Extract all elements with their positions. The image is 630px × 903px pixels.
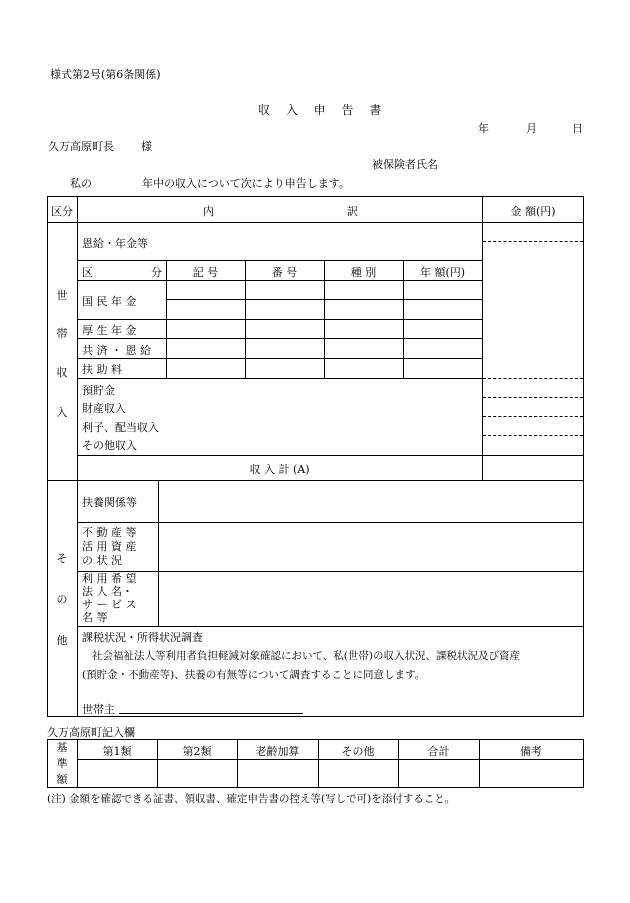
date-year: 年: [478, 122, 489, 135]
page-title: 収 入 申 告 書: [258, 103, 388, 117]
household-label-1: 世: [56, 289, 68, 302]
fudosan-label: 不 動 産 等 活 用 資 産 の 状 況: [82, 526, 137, 567]
date-month: 月: [526, 122, 537, 135]
pension-kokumin: 国 民 年 金: [82, 295, 137, 308]
pension-kyosai: 共 済 ・ 恩 給: [82, 344, 151, 357]
fuyo-label: 扶養関係等: [82, 496, 137, 509]
col-other: その他: [341, 745, 375, 758]
col-class1: 第1類: [102, 745, 132, 758]
income-interest: 利子、配当収入: [82, 421, 159, 434]
household-head-label: 世帯主: [82, 703, 115, 716]
basis-label-1: 基: [56, 741, 68, 754]
col-remarks: 備考: [520, 745, 542, 758]
consent-line-1: 社会福祉法人等利用者負担軽減対象確認において、私(世帯)の収入状況、課税状況及び資産: [92, 650, 520, 662]
riyo-label: 利 用 希 望 法 人 名・ サ ー ビ ス 名 等: [82, 572, 137, 624]
income-total-label: 収 入 計 (A): [249, 463, 310, 476]
subheader-kubun-right: 分: [151, 266, 162, 279]
income-other: その他収入: [82, 439, 137, 452]
date-day: 日: [572, 122, 583, 135]
subheader-bango: 番 号: [271, 266, 298, 279]
form-number: 様式第2号(第6条関係): [50, 68, 161, 81]
col-total: 合計: [427, 745, 450, 758]
addressee: 久万高原町長: [48, 140, 114, 153]
header-kubun: 区分: [51, 205, 73, 218]
subheader-kigo: 記 号: [192, 266, 219, 279]
intro-prefix: 私の: [70, 177, 92, 190]
subheader-shubetsu: 種 別: [350, 266, 377, 279]
basis-label-2: 準: [56, 757, 68, 770]
header-uchi: 内: [203, 205, 214, 218]
pension-kosei: 厚 生 年 金: [82, 324, 137, 337]
household-label-4: 入: [56, 406, 68, 419]
basis-label-3: 額: [56, 773, 68, 786]
subheader-nengaku: 年 額(円): [419, 266, 466, 279]
subheader-kubun-left: 区: [82, 266, 93, 279]
footnote: (注) 金額を確認できる証書、領収書、確定申告書の控え等(写しで可)を添付すること。: [47, 793, 456, 805]
others-label-1: そ: [56, 552, 68, 565]
household-label-3: 収: [56, 366, 68, 379]
pension-row-label: 恩給・年金等: [82, 237, 148, 250]
insured-name-label: 被保険者氏名: [372, 158, 438, 171]
income-property: 財産収入: [82, 402, 126, 415]
col-class2: 第2類: [182, 745, 212, 758]
intro-text: 年中の収入について次により申告します。: [142, 177, 350, 190]
addressee-honorific: 様: [141, 140, 152, 153]
consent-line-2: (預貯金・不動産等)、扶養の有無等について調査することに同意します。: [82, 669, 426, 681]
header-amount: 金 額(円): [510, 205, 556, 218]
col-elderly: 老齢加算: [255, 745, 300, 758]
others-label-2: の: [56, 593, 68, 606]
town-section-title: 久万高原町記入欄: [47, 726, 135, 739]
header-yaku: 訳: [347, 205, 358, 218]
household-label-2: 帯: [56, 327, 68, 340]
income-savings: 預貯金: [82, 384, 115, 397]
pension-fujo: 扶 助 料: [82, 363, 122, 376]
others-label-3: 他: [56, 634, 68, 647]
survey-title: 課税状況・所得状況調査: [82, 631, 203, 644]
